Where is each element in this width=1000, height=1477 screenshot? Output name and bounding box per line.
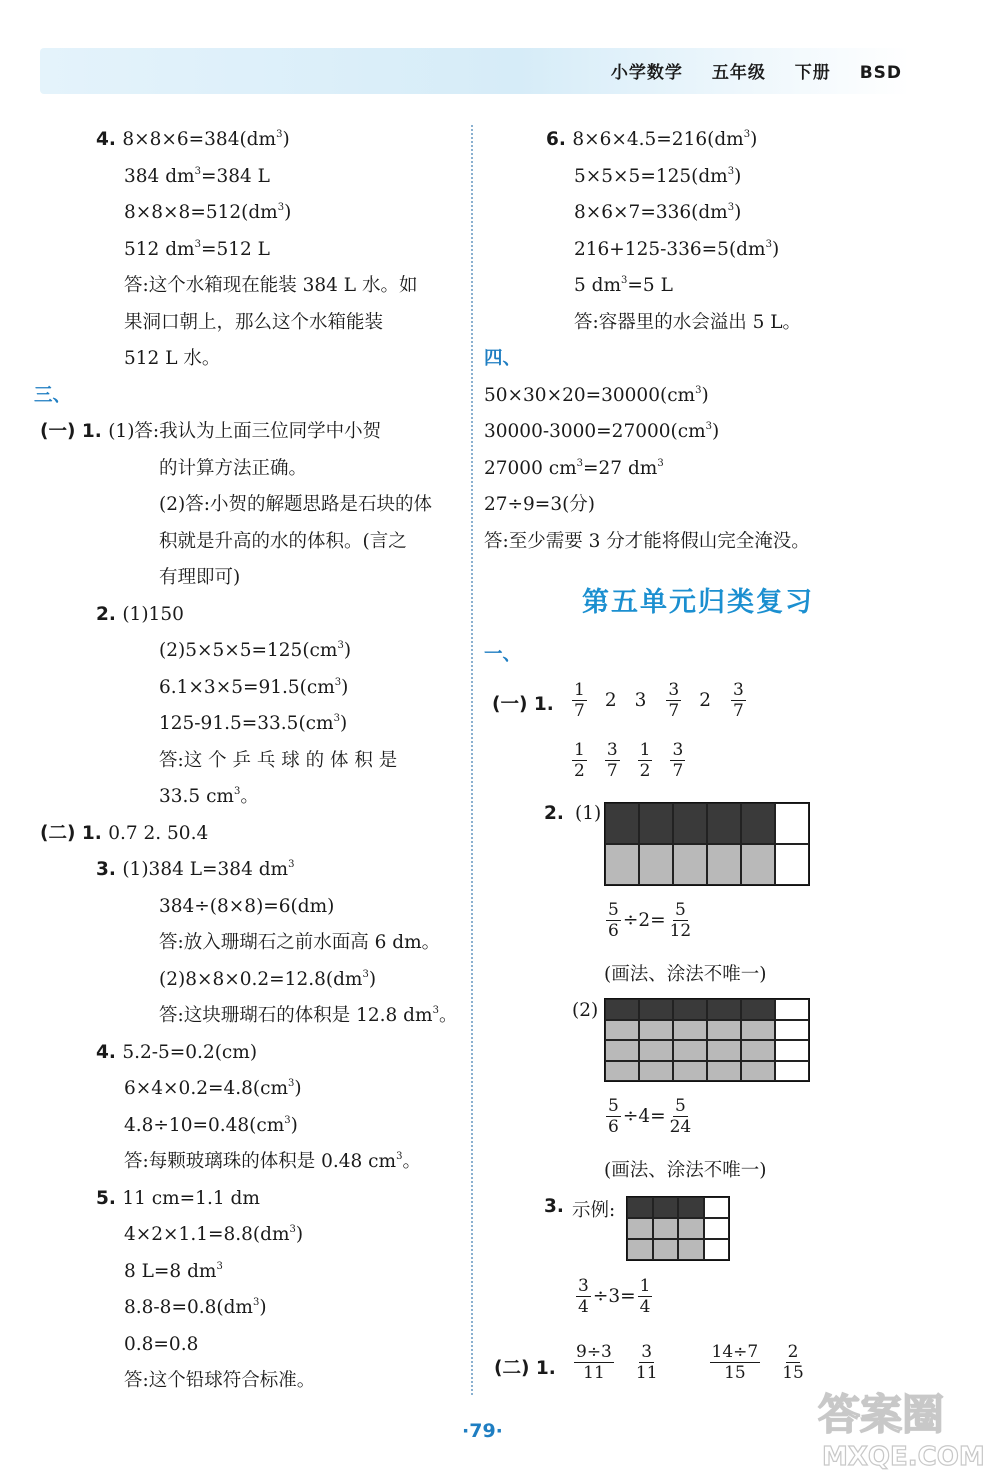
header-grade: 五年级	[711, 63, 766, 83]
grid-cell	[741, 803, 775, 844]
grid-cell	[639, 1020, 673, 1041]
left-line	[34, 159, 464, 196]
left-line	[34, 487, 464, 524]
left-line	[34, 670, 464, 707]
line-text: 积就是升高的水的体积。(言之	[159, 530, 407, 552]
left-column	[34, 122, 464, 1400]
line-text: 有理即可)	[159, 567, 241, 588]
grid-cell	[605, 999, 639, 1020]
item-number: 6.	[546, 129, 573, 150]
grid-cell	[627, 1218, 653, 1239]
left-line	[34, 706, 464, 743]
operator: ÷2=	[622, 910, 666, 931]
item-number: (一) 1.	[40, 421, 109, 442]
line-text: 5 $dm^3=5$ L	[574, 275, 673, 296]
fraction: $\frac{9\div 3}{11}$	[576, 1342, 612, 1383]
q2-equation-1	[604, 900, 695, 941]
left-line	[34, 341, 464, 378]
line-text: 答:这块珊瑚石的体积是 12.8 $dm^3$。	[159, 1005, 458, 1026]
line-text: $5\times 5\times 5=125(dm^3)$	[574, 165, 742, 187]
line-text: (2)答:小贺的解题思路是石块的体	[159, 494, 432, 515]
item-number: 2.	[96, 603, 123, 625]
item-number: 4.	[96, 1041, 123, 1063]
left-line	[34, 195, 464, 232]
grid-cell	[707, 844, 741, 885]
grid-cell	[707, 803, 741, 844]
grid-cell	[639, 1061, 673, 1082]
left-line	[34, 524, 464, 561]
line-text: (1)150	[122, 603, 184, 625]
line-text: $8\times 8\times 6=384(dm^3)$	[122, 129, 290, 150]
line-text: $216+125-336=5(dm^3)$	[574, 238, 780, 260]
right-line	[484, 414, 964, 451]
fraction-grid-3	[626, 1196, 730, 1261]
line-text: 27000 $cm^3=27$ $dm^3$	[484, 457, 664, 479]
fraction: $\frac{5}{12}$	[669, 900, 692, 941]
left-line	[34, 889, 464, 926]
left-line	[34, 122, 464, 159]
fraction: $\frac{1}{4}$	[639, 1276, 651, 1317]
right-line	[484, 451, 964, 488]
left-line	[34, 1071, 464, 1108]
right-line	[484, 487, 964, 524]
unit-title: 第五单元归类复习	[582, 587, 814, 618]
grid-cell	[653, 1218, 679, 1239]
svg-text:答案圈: 答案圈	[818, 1390, 945, 1439]
line-text: $8\times 8\times 8=512(dm^3)$	[124, 202, 292, 223]
left-line	[34, 1144, 464, 1181]
line-text: 512 L 水。	[124, 348, 221, 369]
grid-cell	[673, 999, 707, 1020]
line-text: $(2)5\times 5\times 5=125(cm^3)$	[159, 640, 352, 661]
q3-label: 3.	[544, 1196, 564, 1217]
grid-cell	[741, 999, 775, 1020]
number: 2	[604, 690, 617, 711]
part-two-fractions	[572, 1342, 824, 1383]
grid-cell	[605, 1061, 639, 1082]
fraction: $\frac{3}{11}$	[635, 1342, 658, 1383]
fraction: $\frac{2}{15}$	[782, 1342, 804, 1383]
line-text: 答:这个铅球符合标准。	[124, 1370, 316, 1391]
fraction: $\frac{3}{7}$	[672, 740, 684, 781]
line-text: $6\times 4\times 0.2=4.8(cm^3)$	[124, 1078, 302, 1099]
item-number: 3.	[96, 859, 123, 880]
right-line	[484, 122, 964, 159]
left-line	[34, 779, 464, 816]
grid-cell	[775, 844, 809, 885]
grid-cell	[653, 1239, 679, 1260]
q1-row2	[570, 740, 701, 781]
grid-cell	[678, 1218, 704, 1239]
fraction: $\frac{3}{7}$	[668, 680, 680, 721]
left-line	[34, 633, 464, 670]
grid-cell	[653, 1197, 679, 1218]
fraction-grid-2	[604, 998, 810, 1082]
fraction: $\frac{1}{2}$	[574, 740, 585, 781]
left-line	[34, 925, 464, 962]
line-text: 0.8=0.8	[124, 1333, 199, 1355]
grid-cell	[741, 1020, 775, 1041]
grid-cell	[605, 844, 639, 885]
section-one: 一、	[484, 644, 522, 665]
left-line	[34, 305, 464, 342]
fraction: $\frac{3}{7}$	[733, 680, 744, 721]
left-line	[34, 962, 464, 999]
fraction: $\frac{3}{4}$	[578, 1276, 589, 1317]
left-line	[34, 1035, 464, 1072]
q2-note-2: (画法、涂法不唯一)	[604, 1160, 767, 1181]
left-line	[34, 1363, 464, 1400]
line-text: 384÷(8×8)=6(dm)	[159, 895, 335, 917]
grid-cell	[775, 999, 809, 1020]
grid-cell	[627, 1197, 653, 1218]
header-volume: 下册	[794, 63, 831, 83]
line-text: 384 $dm^3=384$ L	[124, 165, 270, 187]
q1-label: (一) 1.	[492, 694, 554, 715]
grid-cell	[707, 1040, 741, 1061]
line-text: (1)答:我认为上面三位同学中小贺	[108, 421, 382, 442]
grid-cell	[775, 1061, 809, 1082]
q2-label: 2.	[544, 803, 564, 824]
q2-note-1: (画法、涂法不唯一)	[604, 964, 767, 985]
q2-part1-label: (1)	[575, 803, 602, 824]
left-line	[34, 378, 464, 415]
left-line	[34, 1290, 464, 1327]
svg-text:MXQE.COM: MXQE.COM	[822, 1442, 985, 1472]
line-text: 答:这 个 乒 乓 球 的 体 积 是	[159, 749, 398, 771]
line-text: 答:这个水箱现在能装 384 L 水。如	[124, 275, 418, 296]
grid-cell	[639, 803, 673, 844]
line-text: $50\times 30\times 20=30000(cm^3)$	[484, 384, 709, 406]
left-line	[34, 1254, 464, 1291]
q2-part2-label: (2)	[572, 1000, 599, 1021]
grid-cell	[741, 844, 775, 885]
header-text	[589, 58, 902, 83]
grid-cell	[639, 844, 673, 885]
q1-row1	[570, 680, 764, 721]
left-line	[34, 597, 464, 634]
grid-cell	[605, 1020, 639, 1041]
item-number: (二) 1.	[40, 822, 109, 844]
left-line	[34, 998, 464, 1035]
right-column	[484, 122, 964, 560]
line-text: 果洞口朝上，那么这个水箱能装	[124, 311, 384, 333]
grid-cell	[704, 1239, 730, 1260]
item-number: 4.	[96, 129, 123, 150]
line-text: 33.5 $cm^3$。	[159, 786, 259, 807]
line-text: $8\times 6\times 4.5=216(dm^3)$	[572, 129, 758, 150]
number: 3	[634, 690, 647, 711]
section-heading: 四、	[484, 348, 522, 369]
line-text: $30000-3000=27000(cm^3)$	[484, 421, 720, 442]
line-text: $8.8-8=0.8(dm^3)$	[124, 1297, 267, 1318]
right-line	[484, 524, 964, 561]
grid-cell	[678, 1239, 704, 1260]
grid-cell	[775, 1020, 809, 1041]
header-edition: BSD	[859, 63, 902, 83]
line-text: 答:容器里的水会溢出 5 L。	[574, 311, 802, 333]
operator: ÷3=	[592, 1286, 636, 1307]
line-text: 8 L=8 $dm^3$	[124, 1260, 223, 1282]
grid-cell	[707, 1020, 741, 1041]
right-line	[484, 232, 964, 269]
left-line	[34, 268, 464, 305]
grid-cell	[639, 1040, 673, 1061]
line-text: $8\times 6\times 7=336(dm^3)$	[574, 202, 742, 223]
grid-cell	[673, 1020, 707, 1041]
fraction: $\frac{3}{7}$	[606, 740, 618, 781]
fraction-grid-1	[604, 802, 810, 886]
column-divider	[471, 125, 473, 1395]
fraction: $\frac{5}{6}$	[608, 900, 619, 941]
line-text: 答:放入珊瑚石之前水面高 6 dm。	[159, 932, 441, 953]
line-text: $6.1\times 3\times 5=91.5(cm^3)$	[159, 676, 349, 698]
right-line	[484, 341, 964, 378]
item-number: 5.	[96, 1187, 123, 1209]
left-line	[34, 852, 464, 889]
left-line	[34, 451, 464, 488]
right-line	[484, 195, 964, 232]
line-text: 答:至少需要 3 分才能将假山完全淹没。	[484, 530, 810, 552]
grid-cell	[605, 803, 639, 844]
line-text: 0.7 2. 50.4	[108, 822, 209, 844]
grid-cell	[741, 1040, 775, 1061]
grid-cell	[707, 1061, 741, 1082]
line-text: $4\times 2\times 1.1=8.8(dm^3)$	[124, 1224, 304, 1245]
fraction: $\frac{1}{7}$	[574, 680, 585, 721]
right-line	[484, 268, 964, 305]
section-heading: 三、	[34, 384, 72, 406]
grid-cell	[639, 999, 673, 1020]
grid-cell	[775, 1040, 809, 1061]
grid-cell	[627, 1239, 653, 1260]
grid-cell	[673, 844, 707, 885]
left-line	[34, 816, 464, 853]
operator: ÷4=	[622, 1106, 666, 1127]
left-line	[34, 560, 464, 597]
grid-cell	[673, 803, 707, 844]
left-line	[34, 1327, 464, 1364]
line-text: $125-91.5=33.5(cm^3)$	[159, 713, 348, 734]
line-text: 的计算方法正确。	[159, 457, 308, 479]
grid-cell	[707, 999, 741, 1020]
left-line	[34, 232, 464, 269]
grid-cell	[775, 803, 809, 844]
fraction: $\frac{14\div 7}{15}$	[711, 1342, 759, 1383]
header-subject: 小学数学	[610, 63, 683, 83]
q3-example-text: 示例:	[572, 1200, 616, 1221]
left-line	[34, 1108, 464, 1145]
fraction: $\frac{5}{6}$	[608, 1096, 619, 1137]
watermark-logo	[810, 1385, 990, 1473]
line-text: 5.2-5=0.2(cm)	[122, 1041, 258, 1063]
grid-cell	[678, 1197, 704, 1218]
right-line	[484, 305, 964, 342]
line-text: (1)384 L=384 $dm^3$	[122, 859, 295, 880]
line-text: $(2)8\times 8\times 0.2=12.8(dm^3)$	[159, 968, 377, 990]
grid-cell	[673, 1061, 707, 1082]
line-text: 答:每颗玻璃珠的体积是 0.48 $cm^3$。	[124, 1151, 421, 1172]
left-line	[34, 1181, 464, 1218]
grid-cell	[673, 1040, 707, 1061]
line-text: 512 $dm^3=512$ L	[124, 238, 270, 260]
grid-cell	[741, 1061, 775, 1082]
fraction: $\frac{1}{2}$	[639, 740, 651, 781]
part-two-label: (二) 1.	[494, 1358, 556, 1379]
line-text: $4.8\div 10=0.48(cm^3)$	[124, 1114, 298, 1136]
left-line	[34, 1217, 464, 1254]
left-line	[34, 414, 464, 451]
number: 2	[699, 690, 711, 711]
line-text: 11 cm=1.1 dm	[122, 1187, 260, 1209]
q2-equation-2	[604, 1096, 695, 1137]
grid-cell	[605, 1040, 639, 1061]
fraction: $\frac{5}{24}$	[669, 1096, 692, 1137]
grid-cell	[704, 1218, 730, 1239]
page-number: ·79·	[462, 1420, 503, 1442]
line-text: 27÷9=3(分)	[484, 494, 596, 515]
q3-equation	[574, 1276, 654, 1317]
left-line	[34, 743, 464, 780]
right-line	[484, 378, 964, 415]
grid-cell	[704, 1197, 730, 1218]
right-line	[484, 159, 964, 196]
